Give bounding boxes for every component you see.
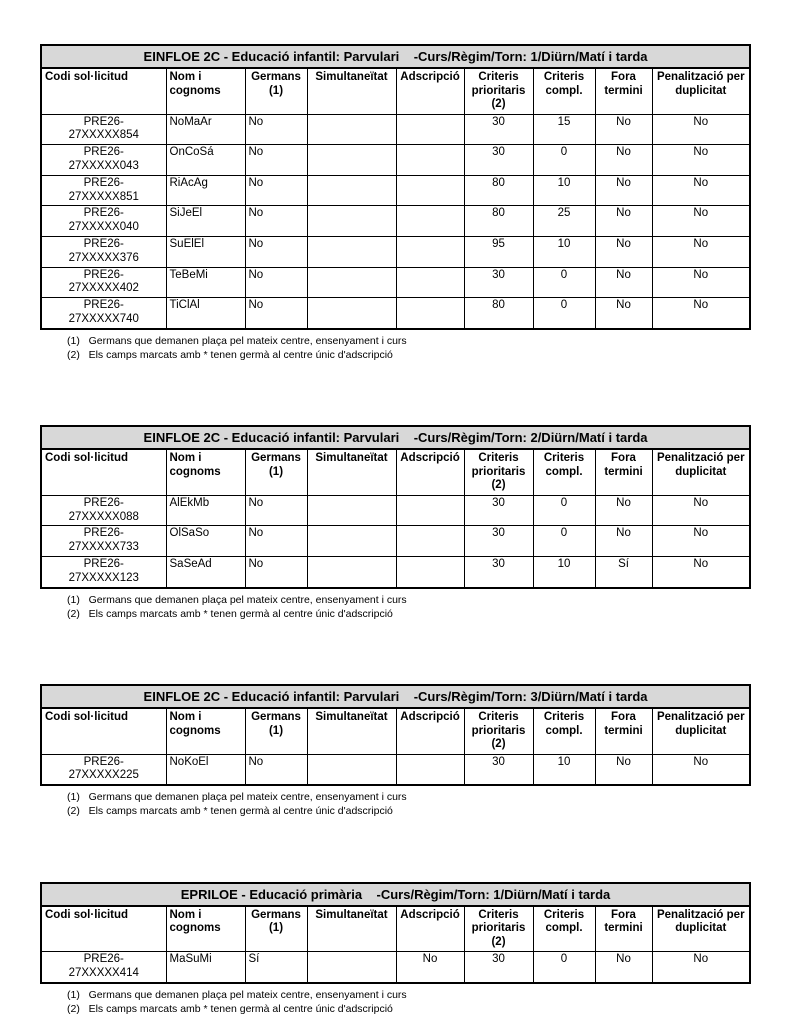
table-title: EINFLOE 2C - Educació infantil: Parvulari -Curs/Règim/Torn: 1/Diürn/Matí i tarda [41, 45, 750, 68]
column-header-fora-termini: Fora termini [595, 708, 652, 754]
footnotes [67, 334, 791, 362]
column-header-criteris-prioritaris: Criteris prioritaris (2) [464, 708, 533, 754]
table-title: EINFLOE 2C - Educació infantil: Parvulari -Curs/Règim/Torn: 2/Diürn/Matí i tarda [41, 426, 750, 449]
cell-adscripcio [396, 526, 464, 557]
footnote-camps-marcats: (2) Els camps marcats amb * tenen germà al centre únic d'adscripció [67, 349, 393, 362]
codi-line-1: PRE26- [83, 953, 124, 966]
cell-criteris-compl: 15 [533, 114, 595, 145]
cell-adscripcio [396, 495, 464, 526]
codi-line-1: PRE26- [83, 176, 124, 189]
column-header-row [41, 906, 750, 952]
cell-simultaneitat [307, 175, 396, 206]
column-header-criteris-prioritaris: Criteris prioritaris (2) [464, 68, 533, 114]
codi-line-2: 27XXXXX851 [68, 190, 139, 203]
cell-adscripcio [396, 298, 464, 329]
column-header-fora-termini: Fora termini [595, 449, 652, 495]
cell-simultaneitat [307, 557, 396, 588]
codi-line-1: PRE26- [83, 558, 124, 571]
cell-nom-cognoms: SuElEl [166, 237, 245, 268]
cell-germans: No [245, 175, 307, 206]
cell-fora-termini: No [595, 206, 652, 237]
cell-criteris-compl: 10 [533, 754, 595, 785]
cell-codi-sollicitud [41, 495, 166, 526]
admission-table-4 [40, 882, 751, 984]
column-header-germans: Germans (1) [245, 708, 307, 754]
column-header-nom-cognoms: Nom i cognoms [166, 68, 245, 114]
cell-criteris-prioritaris: 30 [464, 267, 533, 298]
cell-nom-cognoms: RiAcAg [166, 175, 245, 206]
cell-simultaneitat [307, 952, 396, 983]
column-header-nom-cognoms: Nom i cognoms [166, 906, 245, 952]
cell-codi-sollicitud [41, 206, 166, 237]
cell-fora-termini: No [595, 298, 652, 329]
column-header-germans: Germans (1) [245, 449, 307, 495]
column-header-adscripcio: Adscripció [396, 449, 464, 495]
footnote-germans: (1) Germans que demanen plaça pel mateix centre, ensenyament i curs [67, 791, 407, 804]
cell-penalitzacio-duplicitat: No [652, 237, 750, 268]
admission-table-3 [40, 684, 751, 786]
cell-simultaneitat [307, 495, 396, 526]
codi-line-2: 27XXXXX733 [68, 541, 139, 554]
column-header-fora-termini: Fora termini [595, 906, 652, 952]
cell-penalitzacio-duplicitat: No [652, 206, 750, 237]
cell-simultaneitat [307, 298, 396, 329]
cell-codi-sollicitud [41, 557, 166, 588]
applicant-row [41, 952, 750, 983]
cell-fora-termini: Sí [595, 557, 652, 588]
column-header-criteris-compl: Criteris compl. [533, 449, 595, 495]
applicant-row [41, 145, 750, 176]
cell-adscripcio [396, 237, 464, 268]
applicant-row [41, 267, 750, 298]
cell-fora-termini: No [595, 237, 652, 268]
table-body [41, 952, 750, 983]
footnotes [67, 790, 791, 818]
column-header-row [41, 449, 750, 495]
admission-list-section-2 [40, 425, 791, 621]
table-title: EPRILOE - Educació primària -Curs/Règim/Torn: 1/Diürn/Matí i tarda [41, 883, 750, 906]
cell-fora-termini: No [595, 267, 652, 298]
codi-line-1: PRE26- [83, 755, 124, 768]
cell-penalitzacio-duplicitat: No [652, 526, 750, 557]
cell-fora-termini: No [595, 526, 652, 557]
cell-simultaneitat [307, 206, 396, 237]
codi-line-1: PRE26- [83, 527, 124, 540]
cell-criteris-compl: 0 [533, 145, 595, 176]
cell-criteris-compl: 0 [533, 298, 595, 329]
cell-criteris-compl: 0 [533, 495, 595, 526]
footnote-germans: (1) Germans que demanen plaça pel mateix centre, ensenyament i curs [67, 593, 407, 606]
table-title: EINFLOE 2C - Educació infantil: Parvulari -Curs/Règim/Torn: 3/Diürn/Matí i tarda [41, 685, 750, 708]
codi-line-1: PRE26- [83, 268, 124, 281]
cell-criteris-compl: 10 [533, 175, 595, 206]
cell-adscripcio [396, 114, 464, 145]
cell-fora-termini: No [595, 114, 652, 145]
cell-penalitzacio-duplicitat: No [652, 114, 750, 145]
cell-penalitzacio-duplicitat: No [652, 267, 750, 298]
column-header-criteris-compl: Criteris compl. [533, 708, 595, 754]
table-title-row [41, 883, 750, 906]
applicant-row [41, 557, 750, 588]
cell-fora-termini: No [595, 495, 652, 526]
cell-nom-cognoms: AlEkMb [166, 495, 245, 526]
cell-simultaneitat [307, 754, 396, 785]
cell-simultaneitat [307, 526, 396, 557]
cell-nom-cognoms: OnCoSá [166, 145, 245, 176]
column-header-codi-sollicitud: Codi sol·licitud [41, 708, 166, 754]
codi-line-1: PRE26- [83, 115, 124, 128]
column-header-criteris-prioritaris: Criteris prioritaris (2) [464, 906, 533, 952]
cell-fora-termini: No [595, 952, 652, 983]
cell-nom-cognoms: TeBeMi [166, 267, 245, 298]
cell-nom-cognoms: SaSeAd [166, 557, 245, 588]
cell-criteris-prioritaris: 80 [464, 298, 533, 329]
cell-codi-sollicitud [41, 237, 166, 268]
admission-list-section-1 [40, 44, 791, 362]
cell-codi-sollicitud [41, 298, 166, 329]
column-header-codi-sollicitud: Codi sol·licitud [41, 68, 166, 114]
footnote-germans: (1) Germans que demanen plaça pel mateix centre, ensenyament i curs [67, 988, 407, 1001]
column-header-adscripcio: Adscripció [396, 708, 464, 754]
cell-codi-sollicitud [41, 145, 166, 176]
cell-penalitzacio-duplicitat: No [652, 952, 750, 983]
cell-criteris-compl: 0 [533, 267, 595, 298]
cell-codi-sollicitud [41, 952, 166, 983]
column-header-adscripcio: Adscripció [396, 906, 464, 952]
cell-germans: No [245, 526, 307, 557]
cell-germans: No [245, 267, 307, 298]
footnotes [67, 593, 791, 621]
cell-germans: No [245, 495, 307, 526]
cell-germans: No [245, 557, 307, 588]
table-body [41, 495, 750, 587]
cell-criteris-prioritaris: 30 [464, 754, 533, 785]
cell-criteris-compl: 10 [533, 557, 595, 588]
cell-germans: No [245, 114, 307, 145]
cell-criteris-prioritaris: 30 [464, 145, 533, 176]
column-header-simultaneitat: Simultaneïtat [307, 449, 396, 495]
cell-adscripcio [396, 145, 464, 176]
footnote-camps-marcats: (2) Els camps marcats amb * tenen germà al centre únic d'adscripció [67, 805, 393, 818]
cell-simultaneitat [307, 267, 396, 298]
footnotes [67, 988, 791, 1016]
cell-germans: No [245, 298, 307, 329]
cell-criteris-prioritaris: 30 [464, 114, 533, 145]
applicant-row [41, 298, 750, 329]
cell-adscripcio [396, 557, 464, 588]
cell-germans: No [245, 206, 307, 237]
cell-adscripcio [396, 754, 464, 785]
cell-adscripcio [396, 175, 464, 206]
cell-simultaneitat [307, 237, 396, 268]
cell-germans: No [245, 145, 307, 176]
codi-line-2: 27XXXXX854 [68, 129, 139, 142]
column-header-simultaneitat: Simultaneïtat [307, 906, 396, 952]
cell-germans: No [245, 754, 307, 785]
codi-line-2: 27XXXXX740 [68, 313, 139, 326]
cell-codi-sollicitud [41, 267, 166, 298]
column-header-nom-cognoms: Nom i cognoms [166, 708, 245, 754]
cell-nom-cognoms: NoKoEl [166, 754, 245, 785]
column-header-penalitzacio-duplicitat: Penalització per duplicitat [652, 906, 750, 952]
column-header-criteris-compl: Criteris compl. [533, 906, 595, 952]
table-body [41, 754, 750, 785]
cell-germans: No [245, 237, 307, 268]
table-body [41, 114, 750, 329]
cell-nom-cognoms: SiJeEl [166, 206, 245, 237]
column-header-nom-cognoms: Nom i cognoms [166, 449, 245, 495]
cell-penalitzacio-duplicitat: No [652, 145, 750, 176]
column-header-codi-sollicitud: Codi sol·licitud [41, 449, 166, 495]
column-header-germans: Germans (1) [245, 68, 307, 114]
cell-penalitzacio-duplicitat: No [652, 495, 750, 526]
cell-fora-termini: No [595, 175, 652, 206]
codi-line-2: 27XXXXX040 [68, 221, 139, 234]
column-header-penalitzacio-duplicitat: Penalització per duplicitat [652, 68, 750, 114]
cell-penalitzacio-duplicitat: No [652, 298, 750, 329]
codi-line-1: PRE26- [83, 299, 124, 312]
cell-adscripcio [396, 267, 464, 298]
cell-nom-cognoms: OlSaSo [166, 526, 245, 557]
cell-codi-sollicitud [41, 526, 166, 557]
applicant-row [41, 237, 750, 268]
codi-line-2: 27XXXXX376 [68, 251, 139, 264]
cell-simultaneitat [307, 114, 396, 145]
cell-criteris-compl: 0 [533, 952, 595, 983]
codi-line-2: 27XXXXX414 [68, 967, 139, 980]
codi-line-1: PRE26- [83, 496, 124, 509]
cell-criteris-compl: 25 [533, 206, 595, 237]
column-header-row [41, 708, 750, 754]
column-header-adscripcio: Adscripció [396, 68, 464, 114]
cell-criteris-prioritaris: 30 [464, 526, 533, 557]
cell-codi-sollicitud [41, 175, 166, 206]
cell-penalitzacio-duplicitat: No [652, 175, 750, 206]
admission-table-2 [40, 425, 751, 588]
cell-nom-cognoms: MaSuMi [166, 952, 245, 983]
cell-criteris-compl: 10 [533, 237, 595, 268]
cell-criteris-prioritaris: 30 [464, 557, 533, 588]
applicant-row [41, 206, 750, 237]
column-header-penalitzacio-duplicitat: Penalització per duplicitat [652, 449, 750, 495]
cell-criteris-prioritaris: 80 [464, 175, 533, 206]
codi-line-2: 27XXXXX402 [68, 282, 139, 295]
column-header-row [41, 68, 750, 114]
table-title-row [41, 45, 750, 68]
column-header-penalitzacio-duplicitat: Penalització per duplicitat [652, 708, 750, 754]
column-header-simultaneitat: Simultaneïtat [307, 68, 396, 114]
codi-line-1: PRE26- [83, 207, 124, 220]
codi-line-1: PRE26- [83, 146, 124, 159]
table-title-row [41, 426, 750, 449]
column-header-fora-termini: Fora termini [595, 68, 652, 114]
footnote-camps-marcats: (2) Els camps marcats amb * tenen germà al centre únic d'adscripció [67, 607, 393, 620]
cell-fora-termini: No [595, 145, 652, 176]
cell-criteris-prioritaris: 30 [464, 952, 533, 983]
cell-criteris-prioritaris: 95 [464, 237, 533, 268]
cell-codi-sollicitud [41, 754, 166, 785]
column-header-simultaneitat: Simultaneïtat [307, 708, 396, 754]
column-header-criteris-compl: Criteris compl. [533, 68, 595, 114]
cell-adscripcio: No [396, 952, 464, 983]
admission-list-section-3 [40, 684, 791, 819]
column-header-codi-sollicitud: Codi sol·licitud [41, 906, 166, 952]
footnote-germans: (1) Germans que demanen plaça pel mateix centre, ensenyament i curs [67, 334, 407, 347]
codi-line-1: PRE26- [83, 238, 124, 251]
codi-line-2: 27XXXXX225 [68, 769, 139, 782]
cell-nom-cognoms: NoMaAr [166, 114, 245, 145]
cell-fora-termini: No [595, 754, 652, 785]
applicant-row [41, 754, 750, 785]
cell-criteris-prioritaris: 80 [464, 206, 533, 237]
column-header-criteris-prioritaris: Criteris prioritaris (2) [464, 449, 533, 495]
codi-line-2: 27XXXXX043 [68, 160, 139, 173]
cell-nom-cognoms: TiClAl [166, 298, 245, 329]
admission-table-1 [40, 44, 751, 330]
column-header-germans: Germans (1) [245, 906, 307, 952]
cell-codi-sollicitud [41, 114, 166, 145]
applicant-row [41, 175, 750, 206]
cell-simultaneitat [307, 145, 396, 176]
codi-line-2: 27XXXXX088 [68, 510, 139, 523]
cell-adscripcio [396, 206, 464, 237]
applicant-row [41, 114, 750, 145]
cell-criteris-prioritaris: 30 [464, 495, 533, 526]
cell-penalitzacio-duplicitat: No [652, 754, 750, 785]
cell-germans: Sí [245, 952, 307, 983]
applicant-row [41, 526, 750, 557]
applicant-row [41, 495, 750, 526]
footnote-camps-marcats: (2) Els camps marcats amb * tenen germà al centre únic d'adscripció [67, 1003, 393, 1016]
admission-list-section-4 [40, 882, 791, 1017]
table-title-row [41, 685, 750, 708]
codi-line-2: 27XXXXX123 [68, 571, 139, 584]
cell-criteris-compl: 0 [533, 526, 595, 557]
cell-penalitzacio-duplicitat: No [652, 557, 750, 588]
